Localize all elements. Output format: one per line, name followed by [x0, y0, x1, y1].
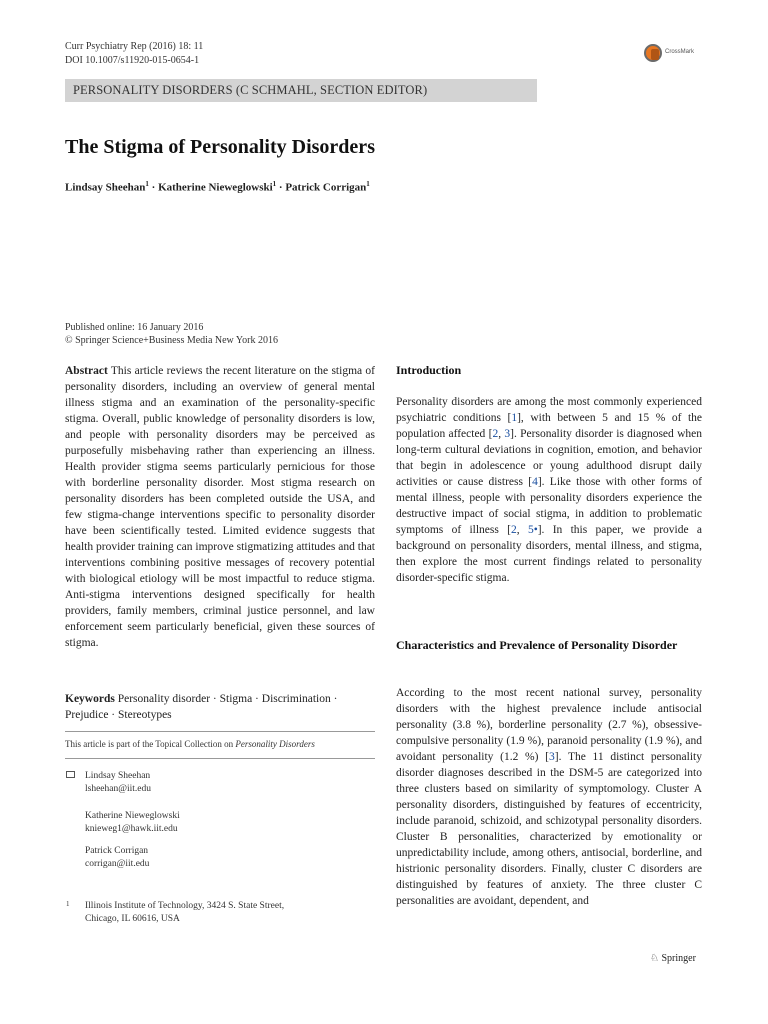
author-affiliation-mark: 1 [366, 180, 370, 188]
contact-name: Patrick Corrigan [85, 846, 149, 856]
keywords [65, 691, 375, 723]
contact-email[interactable]: lsheehan@iit.edu [85, 784, 151, 794]
abstract-text: This article reviews the recent literature on the stigma of personality disorders, including an overview of general mental illness stigma and an examination of the personality-specific stigma. Overall, public knowledge of personality disorders is low, and people with personality disorders may be perceived as purposefully misbehaving rather than experiencing an illness. Health provider stigma seems particularly pernicious for those with borderline personality disorder. Most stigma research on personality disorders has been completed outside the USA, and few stigma-change interventions specific to personality disorder have been scientifically tested. Limited evidence suggests that health provider training can improve stigmatizing attitudes and that interventions combining positive messages of recovery potential with biological etiology will be most impactful to reduce stigma. Anti-stigma interventions designed specifically for health providers, family members, criminal justice personnel, and law enforcement seem particularly beneficial, given these sources of stigma. [65, 365, 376, 649]
citation-link[interactable]: 3 [504, 428, 511, 440]
contact-name: Lindsay Sheehan [85, 771, 151, 781]
affiliation-line-2: Chicago, IL 60616, USA [85, 914, 180, 924]
divider [65, 731, 375, 732]
abstract [65, 363, 375, 651]
journal-citation: Curr Psychiatry Rep (2016) 18: 11 [65, 41, 204, 52]
author-name[interactable]: Lindsay Sheehan [65, 181, 146, 194]
characteristics-paragraph [396, 685, 702, 909]
author-separator: · [148, 181, 159, 194]
paragraph-text: Personality disorders are among the most commonly experienced psychiatric conditions [ [396, 396, 702, 424]
introduction-heading: Introduction [396, 363, 462, 377]
abstract-label: Abstract [65, 365, 108, 377]
affiliation-line-1: Illinois Institute of Technology, 3424 S. State Street, [85, 901, 285, 911]
crossmark-icon [644, 44, 662, 62]
author-affiliation-mark: 1 [145, 180, 149, 188]
author-name[interactable]: Katherine Nieweglowski [158, 181, 273, 194]
divider [65, 758, 375, 759]
citation-link[interactable]: 2 [492, 428, 499, 440]
section-banner [65, 79, 537, 102]
paragraph-text: According to the most recent national survey, personality disorders with the highest prevalence include antisocial personality (3.8 %), borderline personality (2.7 %), obsessive-compulsive personality (1.9 %), paranoid personality (1.9 %), and avoidant personality (1.2 %) [ [396, 687, 702, 763]
paragraph-text: ], with between 5 and 15 % of the population affected [ [396, 412, 703, 440]
section-label: PERSONALITY DISORDERS (C SCHMAHL, SECTION EDITOR) [73, 83, 428, 97]
author-name[interactable]: Patrick Corrigan [285, 181, 367, 194]
introduction-paragraph [396, 394, 702, 586]
paragraph-text: ]. Personality disorder is diagnosed when long-term cultural deviations in cognition, emotion, and behavior that begin in adolescence or young adulthood disrupt daily activities or cause distress [ [396, 428, 703, 488]
published-date: Published online: 16 January 2016 [65, 322, 204, 333]
keywords-text: Personality disorder · Stigma · Discrimination · Prejudice · Stereotypes [65, 693, 338, 721]
contact-name: Katherine Nieweglowski [85, 811, 180, 821]
topical-prefix: This article is part of the Topical Collection on [65, 739, 236, 749]
citation-link[interactable]: 4 [532, 476, 538, 488]
topical-collection-name[interactable]: Personality Disorders [235, 739, 315, 749]
citation-link[interactable]: 3 [548, 751, 555, 763]
springer-logo [650, 953, 696, 964]
crossmark-label: CrossMark [665, 49, 695, 55]
article-title: The Stigma of Personality Disorders [65, 136, 375, 158]
contact-email[interactable]: knieweg1@hawk.iit.edu [85, 824, 178, 834]
paragraph-text: ]. Like those with other forms of mental illness, people with personality disorders experience the destructive impact of social stigma, in addition to problematic symptoms of illness [ [396, 476, 702, 536]
affiliation-number: 1 [66, 900, 70, 908]
author-affiliation-mark: 1 [272, 180, 277, 188]
citation-link[interactable]: 1 [511, 412, 518, 424]
topical-collection-note [65, 739, 315, 749]
paragraph-text: ]. In this paper, we provide a background on personality disorders, mental illness, and stigma, then explore the most current findings related to personality disorder-specific stigma. [396, 524, 703, 584]
contact-email[interactable]: corrigan@iit.edu [85, 859, 150, 869]
doi-link[interactable]: DOI 10.1007/s11920-015-0654-1 [65, 55, 200, 66]
publisher-name: Springer [661, 953, 696, 964]
crossmark-badge[interactable] [644, 44, 704, 64]
author-separator: · [276, 181, 286, 194]
springer-horse-icon: ♘ [650, 953, 659, 964]
citation-link[interactable]: 2 [511, 524, 517, 536]
paragraph-text: ]. The 11 distinct personality disorder diagnoses described in the DSM-5 are categorized into three clusters based on similarity of symptomology. Cluster A personality disorders, distinguished by features of eccentricity, include paranoid, schizoid, and schizotypal personality disorders. Cluster B personalities, characterized by emotionality or unpredictability include, among others, antisocial, borderline, and histrionic personality disorders. Finally, cluster C disorders are distinguished by features of anxiety. The three cluster C personalities are avoidant, dependent, and [396, 751, 702, 907]
citation-link[interactable]: 5• [527, 524, 538, 536]
author-list [65, 180, 370, 194]
envelope-icon [66, 771, 75, 778]
keywords-label: Keywords [65, 693, 115, 705]
paragraph-text: , [498, 428, 505, 440]
characteristics-heading: Characteristics and Prevalence of Personality Disorder [396, 638, 678, 652]
paragraph-text: , [516, 524, 528, 536]
copyright-notice: © Springer Science+Business Media New York 2016 [65, 335, 278, 346]
